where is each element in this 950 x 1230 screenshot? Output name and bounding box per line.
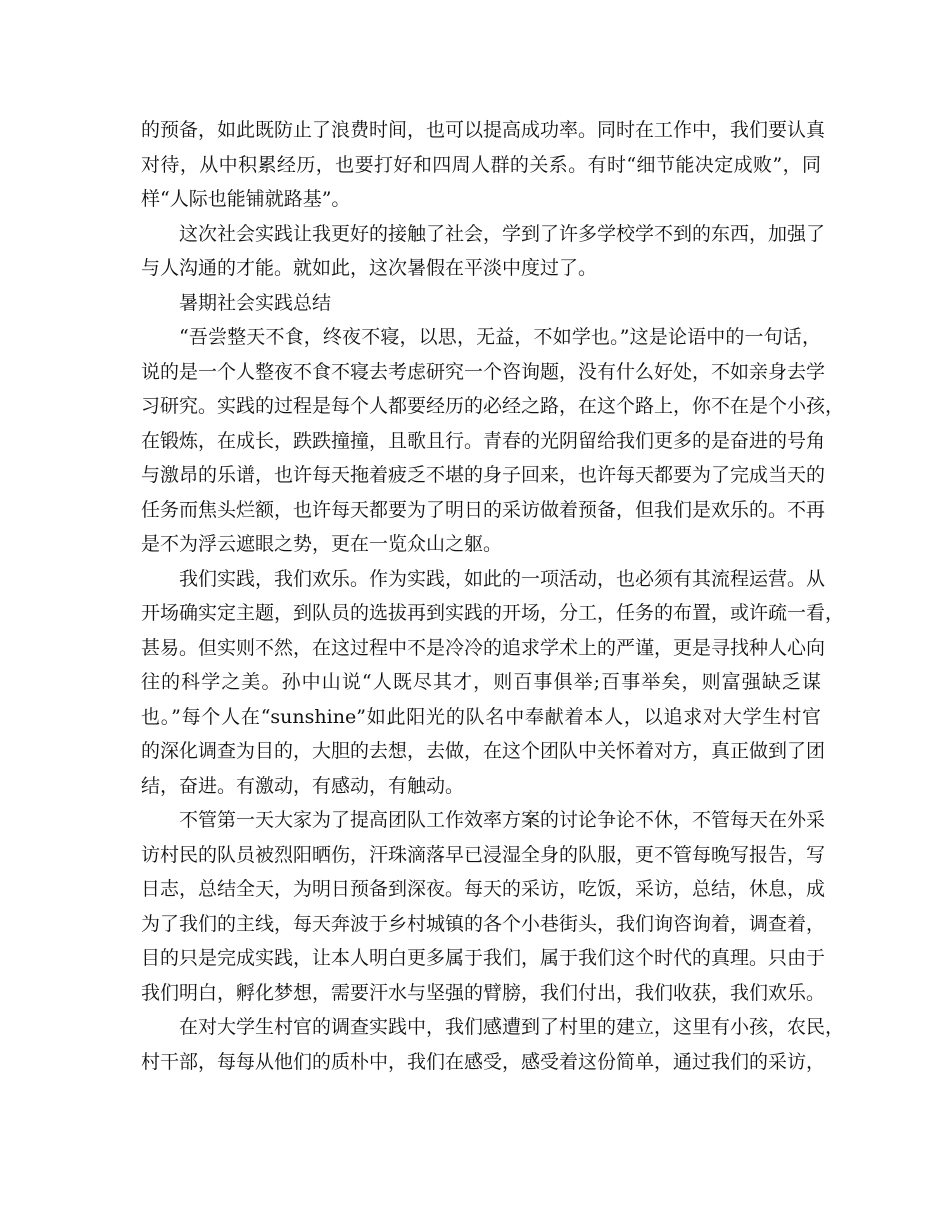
text-line: 样“人际也能铺就路基”。 — [141, 188, 351, 210]
paragraph-p7 — [141, 1010, 845, 1079]
text-line: 访村民的队员被烈阳晒伤，汗珠滴落早已浸湿全身的队服，更不管每晚写报告，写 — [141, 843, 826, 866]
text-line: 这次社会实践让我更好的接触了社会，学到了许多学校学不到的东西，加强了 — [179, 222, 826, 245]
text-line: 开场确实定主题，到队员的选拔再到实践的开场，分工，任务的布置，或许疏一看， — [141, 602, 845, 624]
text-line: 是不为浮云遮眼之势，更在一览众山之躯。 — [141, 533, 503, 555]
text-line: 任务而焦头烂额，也许每天都要为了明日的采访做着预备，但我们是欢乐的。不再 — [141, 498, 826, 521]
text-line: 村干部，每每从他们的质朴中，我们在感受，感受着这份简单，通过我们的采访， — [141, 1050, 826, 1073]
paragraph-p4 — [141, 320, 845, 562]
text-line: 日志，总结全天，为明日预备到深夜。每天的采访，吃饭，采访，总结，休息，成 — [141, 878, 826, 900]
text-line: 与人沟通的才能。就如此，这次暑假在平淡中度过了。 — [141, 257, 598, 279]
text-line: 也。”每个人在“sunshine”如此阳光的队名中奉献着本人，以追求对大学生村官 — [141, 705, 821, 728]
text-line: 结，奋进。有激动，有感动，有触动。 — [141, 774, 465, 797]
text-line: 甚易。但实则不然，在这过程中不是冷冷的追求学术上的严谨，更是寻找种人心向 — [141, 636, 826, 659]
paragraph-p1 — [141, 113, 826, 217]
text-line: “吾尝整天不食，终夜不寝，以思，无益，不如学也。”这是论语中的一句话， — [179, 326, 821, 348]
text-line: 我们实践，我们欢乐。作为实践，如此的一项活动，也必须有其流程运营。从 — [179, 567, 826, 590]
text-line: 的预备，如此既防止了浪费时间，也可以提高成功率。同时在工作中，我们要认真 — [141, 119, 826, 141]
text-line: 在锻炼，在成长，跌跌撞撞，且歌且行。青春的光阴留给我们更多的是奋进的号角 — [141, 429, 826, 452]
text-line: 不管第一天大家为了提高团队工作效率方案的讨论争论不休，不管每天在外采 — [179, 809, 826, 831]
text-line: 与激昂的乐谱，也许每天拖着疲乏不堪的身子回来，也许每天都要为了完成当天的 — [141, 464, 826, 486]
paragraph-p3 — [141, 286, 821, 321]
paragraph-p5 — [141, 562, 845, 804]
text-line: 在对大学生村官的调查实践中，我们感遭到了村里的建立，这里有小孩，农民， — [179, 1016, 845, 1038]
text-line: 往的科学之美。孙中山说“人既尽其才，则百事俱举;百事举矣，则富强缺乏谋 — [141, 671, 821, 693]
text-line: 为了我们的主线，每天奔波于乡村城镇的各个小巷街头，我们询咨询着，调查着， — [141, 912, 826, 935]
text-line: 习研究。实践的过程是每个人都要经历的必经之路，在这个路上，你不在是个小孩， — [141, 395, 845, 417]
paragraph-p6 — [141, 803, 826, 1010]
paragraph-p2 — [141, 217, 826, 286]
text-line: 目的只是完成实践，让本人明白更多属于我们，属于我们这个时代的真理。只由于 — [141, 947, 826, 969]
text-line: 暑期社会实践总结 — [179, 291, 332, 314]
text-line: 说的是一个人整夜不食不寝去考虑研究一个咨询题，没有什么好处，不如亲身去学 — [141, 360, 826, 383]
text-line: 对待，从中积累经历，也要打好和四周人群的关系。有时“细节能决定成败”，同 — [141, 153, 821, 176]
text-line: 的深化调查为目的，大胆的去想，去做，在这个团队中关怀着对方，真正做到了团 — [141, 740, 826, 762]
text-line: 我们明白，孵化梦想，需要汗水与坚强的臂膀，我们付出，我们收获，我们欢乐。 — [141, 981, 826, 1004]
document-body — [141, 113, 845, 1079]
